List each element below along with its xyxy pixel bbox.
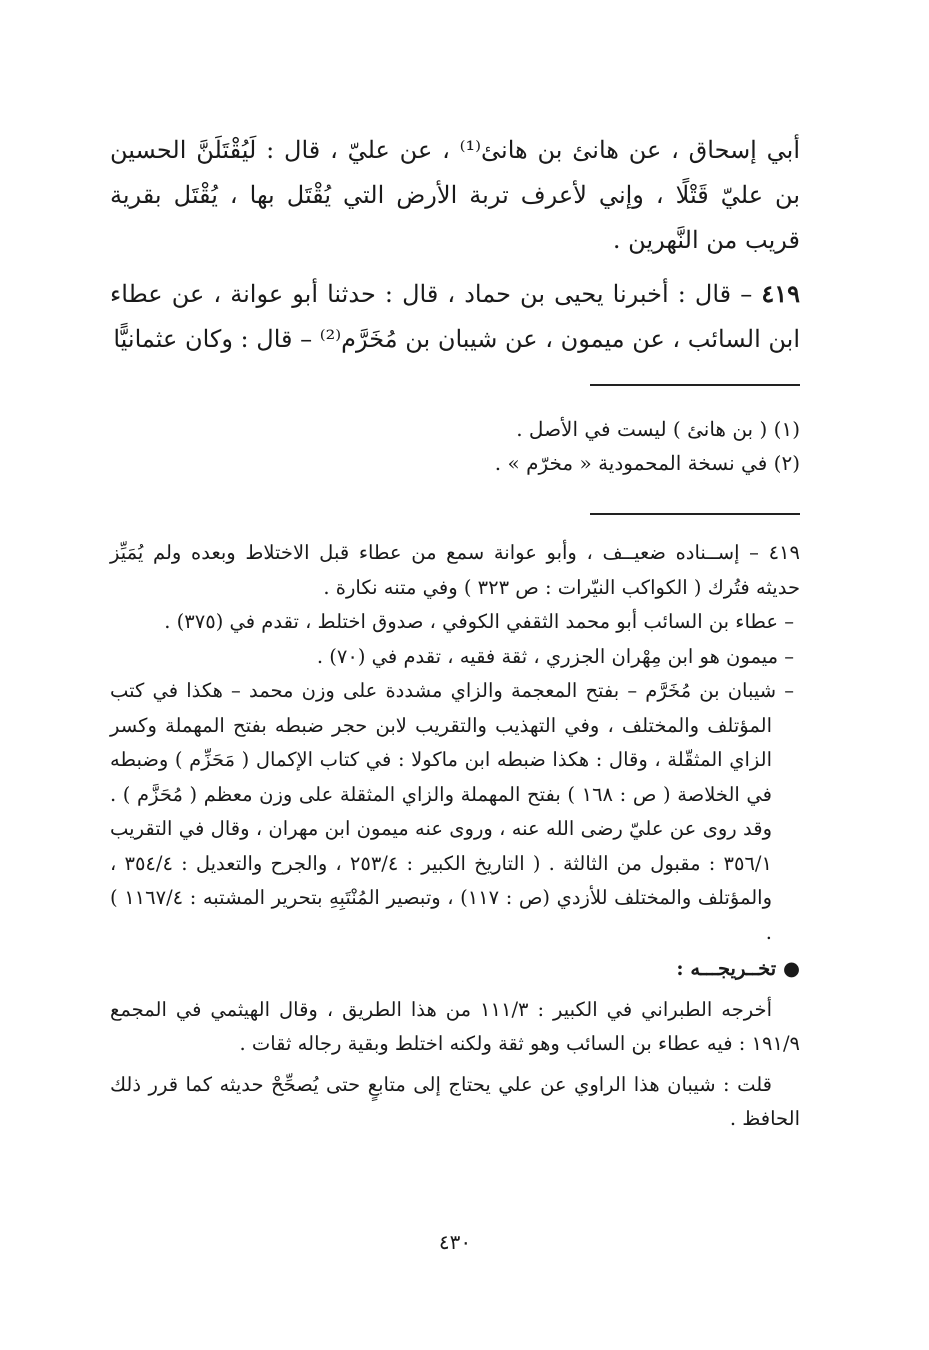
book-page — [110, 0, 800, 1350]
main-paragraph-2-text: – قال : أخبرنا يحيى بن حماد ، قال : حدثنا أبو عوانة ، عن عطاء ابن السائب ، عن ميمون ، عن شيبان بن مُخَرَّم⁽²⁾ – قال : وكان عثمانيًّا — [110, 280, 800, 353]
hadith-number: ٤١٩ — [761, 279, 800, 308]
takhrij-heading: ● تخــريجـــه : — [676, 957, 800, 980]
main-paragraph-1: أبي إسحاق ، عن هانئ بن هانئ⁽¹⁾ ، عن عليّ ، قال : لَيُقْتَلَنَّ الحسين بن عليّ قَتْلًا ، وإني لأعرف تربة الأرض التي يُقْتَل بها ، يُقْتَل بقرية قريب من النَّهرين . — [110, 136, 801, 254]
narrator-maymun: – ميمون هو ابن مِهْران الجزري ، ثقة فقيه ، تقدم في (٧٠) . — [316, 644, 794, 668]
footnote-2: (٢) في نسخة المحمودية « مخرّم » . — [494, 451, 800, 475]
footnote-divider — [590, 384, 800, 386]
footnote-1: (١) ( بن هانئ ) ليست في الأصل . — [516, 417, 800, 441]
takhrij-paragraph-1: أخرجه الطبراني في الكبير : ١١١/٣ من هذا الطريق ، وقال الهيثمي في المجمع ١٩١/٩ : فيه عطاء بن السائب وهو ثقة ولكنه اختلط وبقية رجاله ثقات . — [110, 997, 800, 1055]
main-paragraph-2 — [110, 271, 800, 362]
takhrij-paragraph-2: قلت : شيبان هذا الراوي عن علي يحتاج إلى متابعٍ حتى يُصحِّحْ حديثه كما قرر ذلك الحافظ . — [110, 1072, 800, 1130]
commentary-divider — [590, 513, 800, 515]
narrator-ata: – عطاء بن السائب أبو محمد الثقفي الكوفي ، صدوق اختلط ، تقدم في (٣٧٥) . — [164, 610, 794, 633]
commentary — [110, 536, 800, 1137]
page-number: ٤٣٠ — [438, 1230, 472, 1254]
footnotes — [110, 412, 800, 480]
commentary-isnad: ٤١٩ – إســناده ضعيــف ، وأبو عوانة سمع من عطاء قبل الاختلاط وبعده ولم يُمَيِّز حديثه فتُرك ( الكواكب النيّرات : ص ٣٢٣ ) وفي متنه نكارة . — [110, 541, 800, 599]
narrator-shayban: – شيبان بن مُخَرَّم – بفتح المعجمة والزاي مشددة على وزن محمد – هكذا في كتب المؤتلف والمختلف ، وفي التهذيب والتقريب لابن حجر ضبطه بفتح المهملة وكسر الزاي المثقّلة ، وقال : هكذا ضبطه ابن ماكولا : في كتاب الإكمال ( مَحَزِّم ) وضبطه في الخلاصة ( ص : ١٦٨ ) بفتح المهملة والزاي المثقلة على وزن معظم ( مُحَزَّم ) . وقد روى عن عليّ رضى الله عنه ، وروى عنه ميمون ابن مهران ، وقال في التقريب ٣٥٦/١ : مقبول من الثالثة . ( التاريخ الكبير : ٢٥٣/٤ ، والجرح والتعديل : ٣٥٤/٤ ، والمؤتلف والمختلف للأزدي (ص : ١١٧) ، وتبصير المُنْتَبِهِ بتحرير المشتبه : ١١٦٧/٤ ) . — [110, 679, 794, 944]
main-text — [110, 128, 800, 362]
